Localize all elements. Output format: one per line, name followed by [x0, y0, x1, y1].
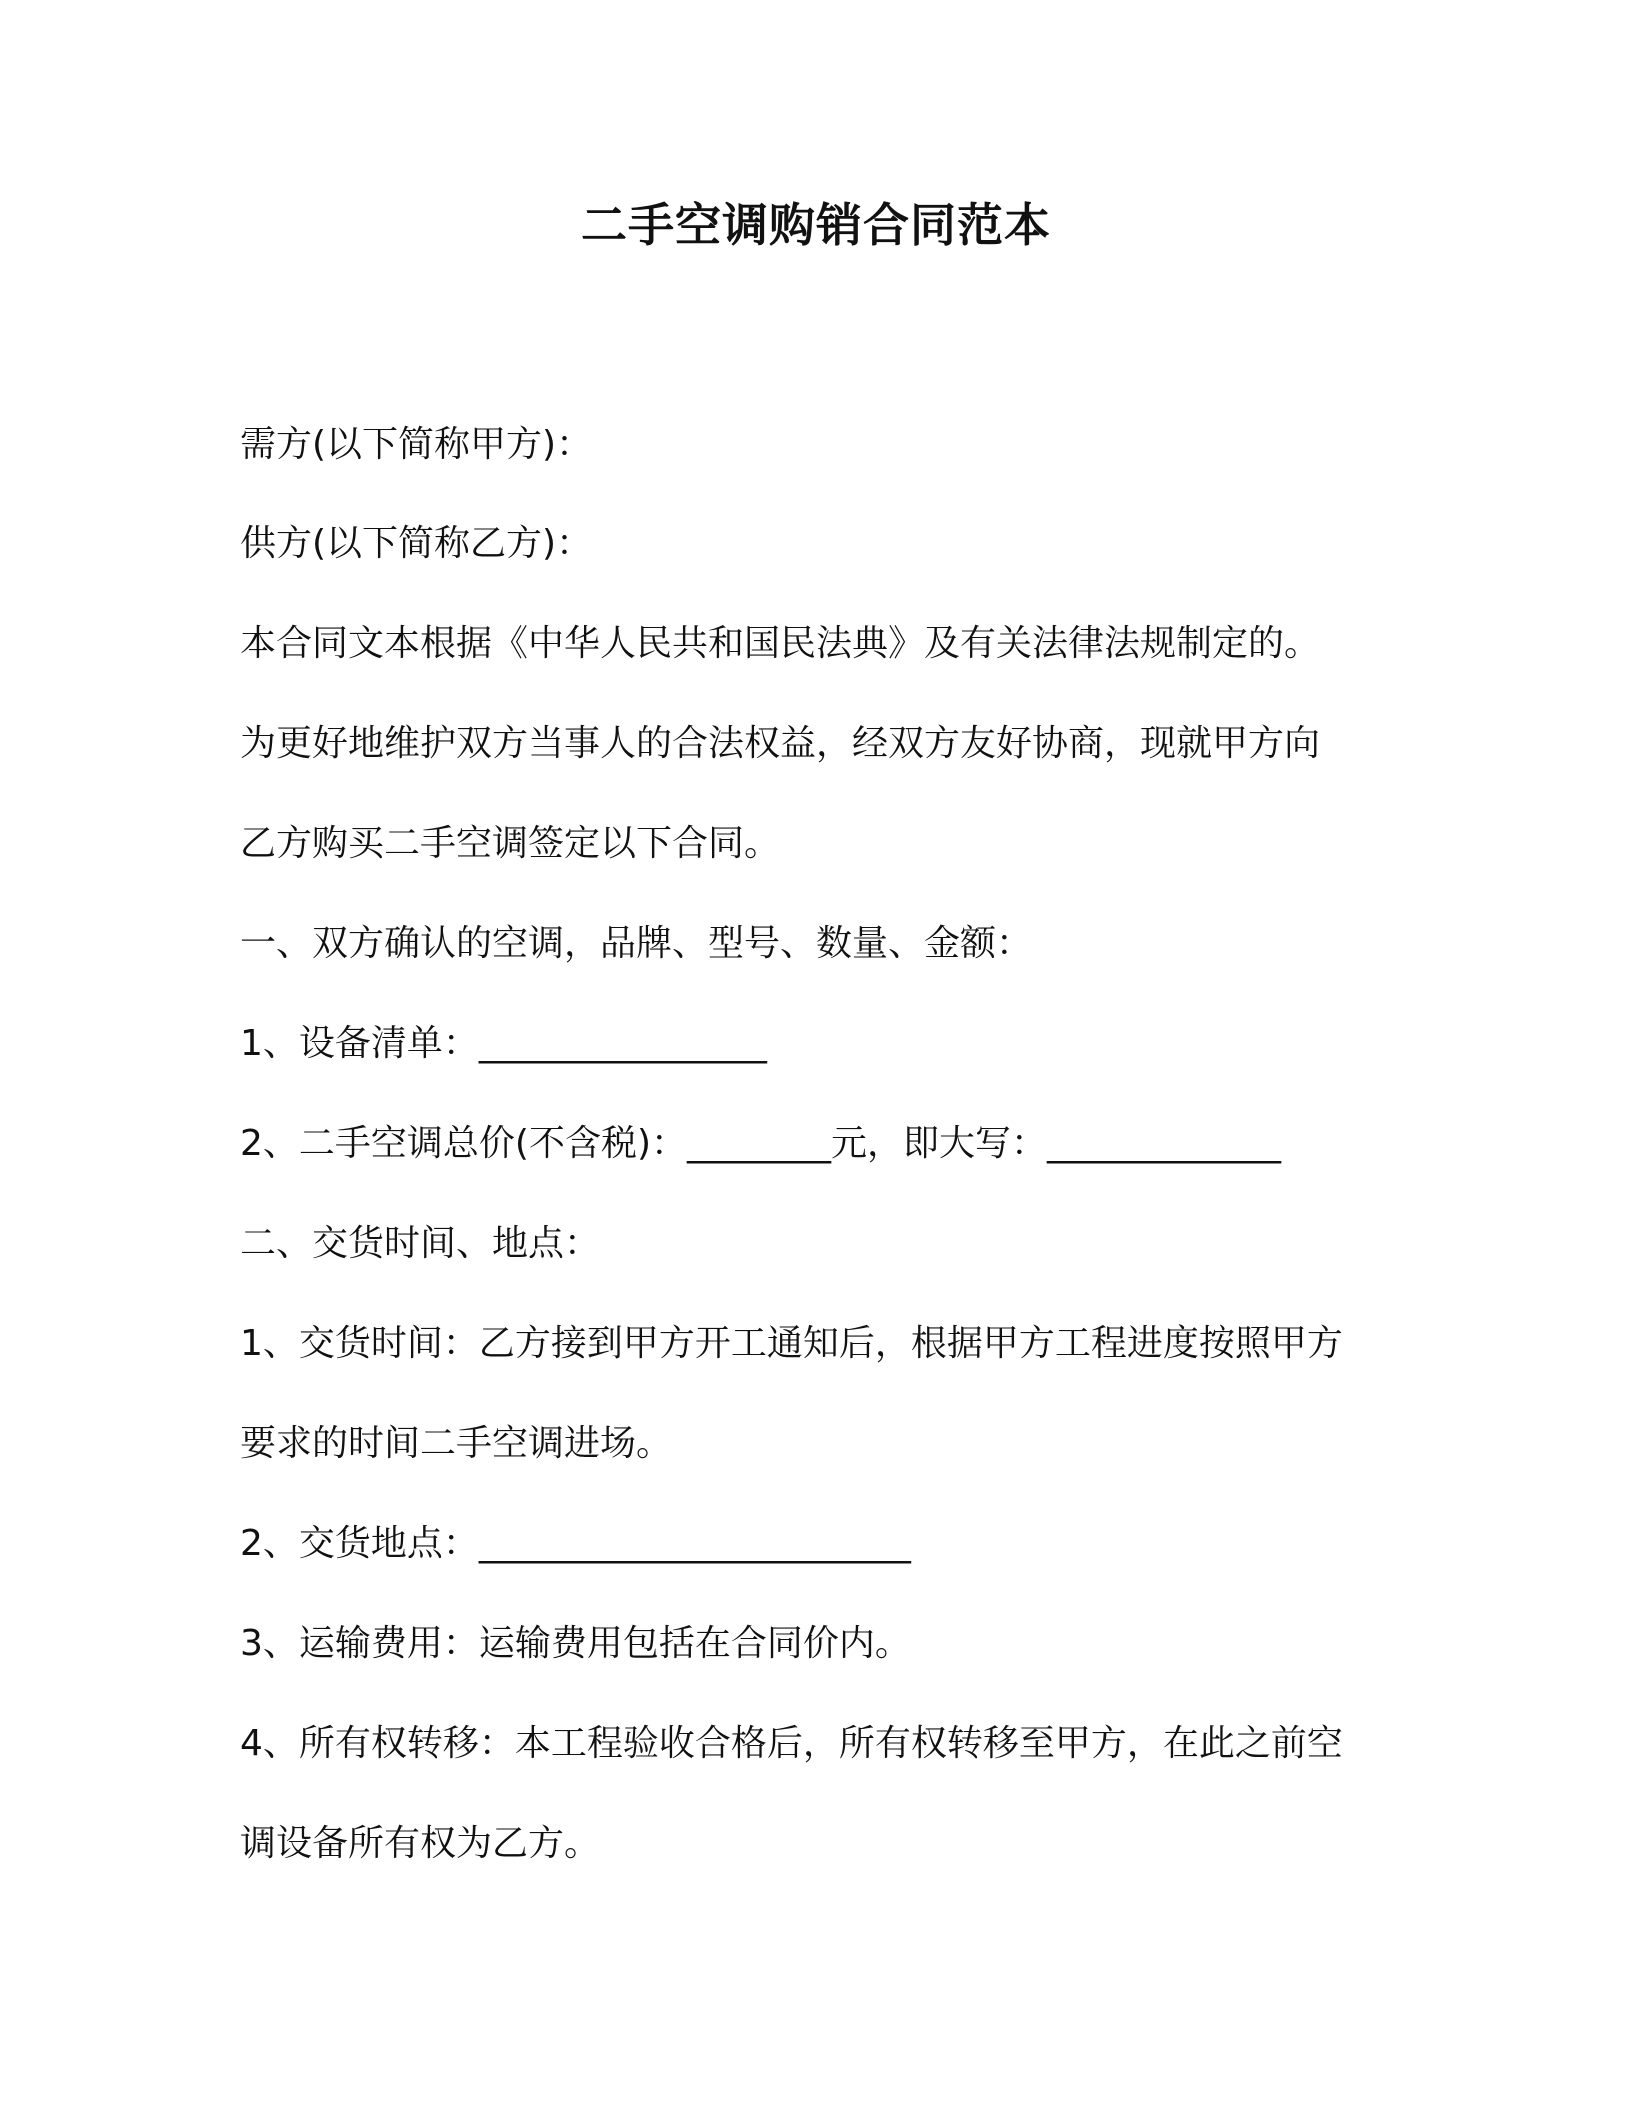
equipment-list-line: 1、设备清单：________________: [240, 1023, 767, 1064]
party-a-line: 需方(以下简称甲方)：: [240, 424, 593, 465]
delivery-time-line-1: 1、交货时间：乙方接到甲方开工通知后，根据甲方工程进度按照甲方: [240, 1323, 1343, 1364]
party-b-line: 供方(以下简称乙方)：: [240, 523, 593, 564]
ownership-line-1: 4、所有权转移：本工程验收合格后，所有权转移至甲方，在此之前空: [240, 1723, 1343, 1764]
document-title: 二手空调购销合同范本: [581, 198, 1051, 252]
ownership-line-2: 调设备所有权为乙方。: [240, 1823, 601, 1864]
total-price-line: 2、二手空调总价(不含税)：________元，即大写：_____________: [240, 1123, 1281, 1164]
basis-line: 本合同文本根据《中华人民共和国民法典》及有关法律法规制定的。: [240, 623, 1321, 664]
section-two-heading: 二、交货时间、地点：: [240, 1223, 601, 1264]
purpose-line-2: 乙方购买二手空调签定以下合同。: [240, 823, 781, 864]
transport-cost-line: 3、运输费用：运输费用包括在合同价内。: [240, 1623, 911, 1664]
section-one-heading: 一、双方确认的空调，品牌、型号、数量、金额：: [240, 923, 1033, 964]
purpose-line-1: 为更好地维护双方当事人的合法权益，经双方友好协商，现就甲方向: [240, 723, 1321, 764]
delivery-location-line: 2、交货地点：________________________: [240, 1523, 911, 1564]
delivery-time-line-2: 要求的时间二手空调进场。: [240, 1423, 673, 1464]
